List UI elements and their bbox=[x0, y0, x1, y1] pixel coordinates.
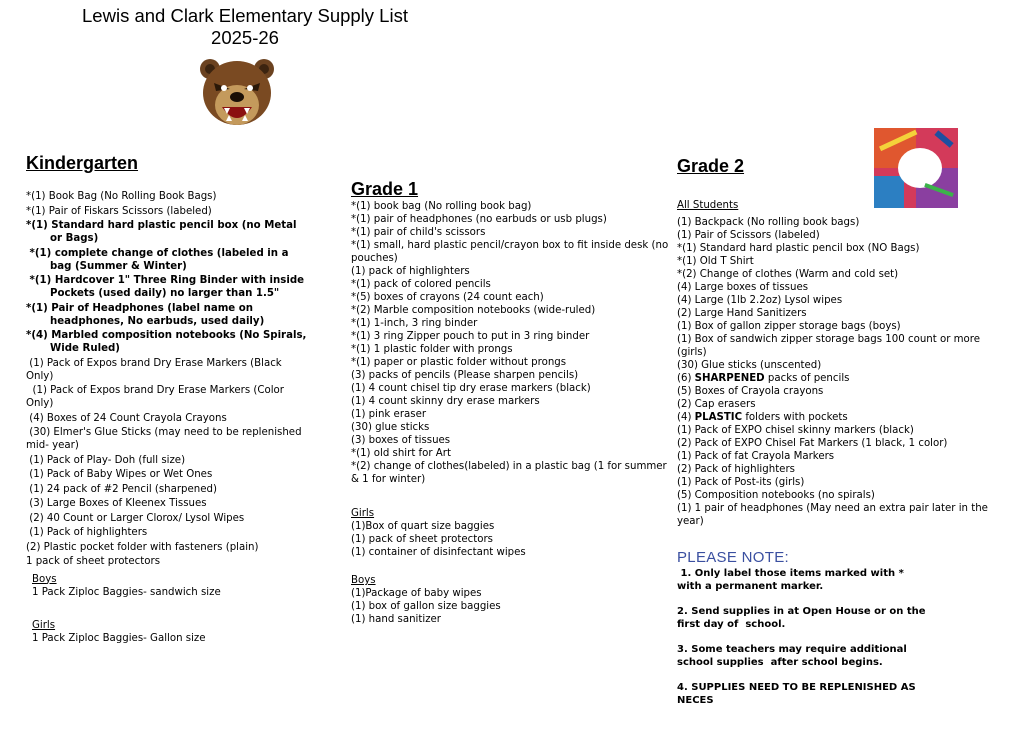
grade1-item: (1) pink eraser bbox=[351, 409, 427, 420]
please-note-section bbox=[677, 549, 930, 707]
kindergarten-item: (1) Pack of Play- Doh (full size) bbox=[26, 454, 186, 466]
kindergarten-item: *(1) Hardcover 1" Three Ring Binder with inside Pockets (used daily) no larger than 1.5" bbox=[26, 275, 308, 299]
please-note-item: 1. Only label those items marked with * with a permanent marker. bbox=[677, 568, 908, 592]
title-line-2: 2025-26 bbox=[211, 27, 279, 48]
grade1-item: (1) 4 count skinny dry erase markers bbox=[351, 396, 540, 407]
grade1-boys-item: (1) box of gallon size baggies bbox=[351, 601, 501, 612]
grade1-item: *(1) pair of headphones (no earbuds or usb plugs) bbox=[351, 214, 607, 225]
kindergarten-item: (1) 24 pack of #2 Pencil (sharpened) bbox=[26, 483, 217, 495]
grade2-item: (1) Pack of fat Crayola Markers bbox=[677, 451, 835, 462]
grade1-girls-item: (1) container of disinfectant wipes bbox=[351, 547, 526, 558]
grade2-item: (5) Boxes of Crayola crayons bbox=[677, 386, 824, 397]
grade1-boys-list bbox=[351, 587, 669, 626]
kindergarten-item: (2) Plastic pocket folder with fasteners (plain) bbox=[26, 541, 259, 553]
grade2-item: (1) Backpack (No rolling book bags) bbox=[677, 217, 860, 228]
grade1-item: (3) packs of pencils (Please sharpen pencils) bbox=[351, 370, 579, 381]
grade1-item: *(2) change of clothes(labeled) in a plastic bag (1 for summer & 1 for winter) bbox=[351, 461, 670, 485]
grade1-item: *(1) book bag (No rolling book bag) bbox=[351, 201, 532, 212]
grade1-item: *(5) boxes of crayons (24 count each) bbox=[351, 292, 544, 303]
kindergarten-boys-item: 1 Pack Ziploc Baggies- sandwich size bbox=[32, 586, 221, 598]
grade1-boys-heading: Boys bbox=[351, 575, 376, 586]
grade1-item: *(2) Marble composition notebooks (wide-ruled) bbox=[351, 305, 596, 316]
grade1-item: *(1) 3 ring Zipper pouch to put in 3 ring binder bbox=[351, 331, 590, 342]
grade1-item: *(1) 1-inch, 3 ring binder bbox=[351, 318, 478, 329]
kindergarten-item: (2) 40 Count or Larger Clorox/ Lysol Wipes bbox=[26, 512, 245, 524]
grade1-boys-item: (1)Package of baby wipes bbox=[351, 588, 482, 599]
grade2-item: (4) PLASTIC folders with pockets bbox=[677, 412, 848, 423]
kindergarten-item: *(1) Pair of Fiskars Scissors (labeled) bbox=[26, 205, 212, 217]
grade2-item: (1) 1 pair of headphones (May need an extra pair later in the year) bbox=[677, 503, 988, 527]
grade1-girls-list bbox=[351, 520, 669, 559]
title-line-1: Lewis and Clark Elementary Supply List bbox=[82, 5, 408, 26]
please-note-item: 4. SUPPLIES NEED TO BE REPLENISHED AS NECES bbox=[677, 682, 920, 706]
kindergarten-item: *(1) Book Bag (No Rolling Book Bags) bbox=[26, 191, 217, 202]
grade2-item: *(1) Standard hard plastic pencil box (NO Bags) bbox=[677, 243, 920, 254]
grade1-boys-item: (1) hand sanitizer bbox=[351, 614, 441, 625]
kindergarten-item: (1) Pack of Expos brand Dry Erase Markers (Black Only) bbox=[26, 357, 285, 382]
grade1-list bbox=[351, 200, 672, 486]
kindergarten-item: *(4) Marbled composition notebooks (No Spirals, Wide Ruled) bbox=[26, 330, 310, 354]
kindergarten-item: 1 pack of sheet protectors bbox=[26, 556, 161, 567]
grade2-item: (1) Pack of Post-its (girls) bbox=[677, 477, 805, 488]
grade1-item: *(1) old shirt for Art bbox=[351, 448, 451, 459]
grade1-item: (1) 4 count chisel tip dry erase markers (black) bbox=[351, 383, 591, 394]
please-note-heading: PLEASE NOTE: bbox=[677, 549, 789, 566]
grade2-item: (1) Box of gallon zipper storage bags (boys) bbox=[677, 321, 901, 332]
grade2-item: *(2) Change of clothes (Warm and cold set) bbox=[677, 269, 899, 280]
kindergarten-item: (30) Elmer's Glue Sticks (may need to be replenished mid- year) bbox=[26, 427, 305, 451]
page-title bbox=[70, 5, 420, 49]
kindergarten-item: (1) Pack of Baby Wipes or Wet Ones bbox=[26, 469, 213, 480]
grade2-item: (1) Pair of Scissors (labeled) bbox=[677, 230, 820, 241]
kindergarten-item: (3) Large Boxes of Kleenex Tissues bbox=[26, 498, 207, 509]
grade2-item: (6) SHARPENED packs of pencils bbox=[677, 373, 850, 384]
grade2-item: (4) Large boxes of tissues bbox=[677, 282, 809, 293]
grade2-item: (30) Glue sticks (unscented) bbox=[677, 360, 822, 371]
grade1-heading: Grade 1 bbox=[351, 179, 419, 199]
kindergarten-boys-heading: Boys bbox=[32, 573, 57, 585]
grade2-item: (1) Pack of EXPO chisel skinny markers (black) bbox=[677, 425, 914, 436]
grade1-item: *(1) paper or plastic folder without prongs bbox=[351, 357, 567, 368]
grade1-item: (3) boxes of tissues bbox=[351, 435, 451, 446]
kindergarten-item: (1) Pack of highlighters bbox=[26, 527, 148, 538]
grade1-item: *(1) pack of colored pencils bbox=[351, 279, 491, 290]
please-note-item: 2. Send supplies in at Open House or on the first day of school. bbox=[677, 606, 930, 630]
please-note-list bbox=[677, 567, 930, 707]
kindergarten-list bbox=[26, 190, 308, 568]
grade2-item: (2) Pack of highlighters bbox=[677, 464, 795, 475]
kindergarten-heading: Kindergarten bbox=[26, 153, 139, 173]
grade2-item: (1) Box of sandwich zipper storage bags 100 count or more (girls) bbox=[677, 334, 981, 358]
grade2-item: (2) Cap erasers bbox=[677, 399, 756, 410]
grade2-item: *(1) Old T Shirt bbox=[677, 256, 754, 267]
kindergarten-item: *(1) Standard hard plastic pencil box (no Metal or Bags) bbox=[26, 220, 301, 244]
kindergarten-item: (1) Pack of Expos brand Dry Erase Markers (Color Only) bbox=[26, 385, 288, 409]
grade1-section bbox=[351, 178, 672, 626]
kindergarten-item: *(1) complete change of clothes (labeled in a bag (Summer & Winter) bbox=[26, 247, 292, 272]
grade2-item: (2) Pack of EXPO Chisel Fat Markers (1 black, 1 color) bbox=[677, 438, 948, 449]
grade1-item: *(1) small, hard plastic pencil/crayon box to fit inside desk (no pouches) bbox=[351, 240, 672, 264]
grade1-girls-item: (1) pack of sheet protectors bbox=[351, 534, 493, 545]
grade1-girls-heading: Girls bbox=[351, 508, 375, 519]
grade1-item: *(1) pair of child's scissors bbox=[351, 227, 486, 238]
kindergarten-section bbox=[26, 152, 308, 645]
grade1-girls-item: (1)Box of quart size baggies bbox=[351, 521, 495, 532]
kindergarten-girls-item: 1 Pack Ziploc Baggies- Gallon size bbox=[32, 632, 206, 644]
please-note-item: 3. Some teachers may require additional school supplies after school begins. bbox=[677, 644, 911, 668]
grade1-item: (30) glue sticks bbox=[351, 422, 430, 433]
grade1-item: *(1) 1 plastic folder with prongs bbox=[351, 344, 513, 355]
kindergarten-item: (4) Boxes of 24 Count Crayola Crayons bbox=[26, 412, 227, 424]
grade1-item: (1) pack of highlighters bbox=[351, 266, 470, 277]
grade2-heading: Grade 2 bbox=[677, 156, 745, 176]
grade2-list bbox=[677, 216, 1007, 528]
grade2-item: (4) Large (1lb 2.2oz) Lysol wipes bbox=[677, 295, 843, 306]
bear-mascot-icon bbox=[196, 55, 278, 131]
grade2-item: (5) Composition notebooks (no spirals) bbox=[677, 490, 875, 501]
grade2-item: (2) Large Hand Sanitizers bbox=[677, 308, 807, 319]
grade2-subheading: All Students bbox=[677, 200, 739, 211]
grade2-section bbox=[677, 155, 1007, 528]
kindergarten-item: *(1) Pair of Headphones (label name on headphones, No earbuds, used daily) bbox=[26, 302, 265, 327]
kindergarten-girls-heading: Girls bbox=[32, 619, 56, 631]
